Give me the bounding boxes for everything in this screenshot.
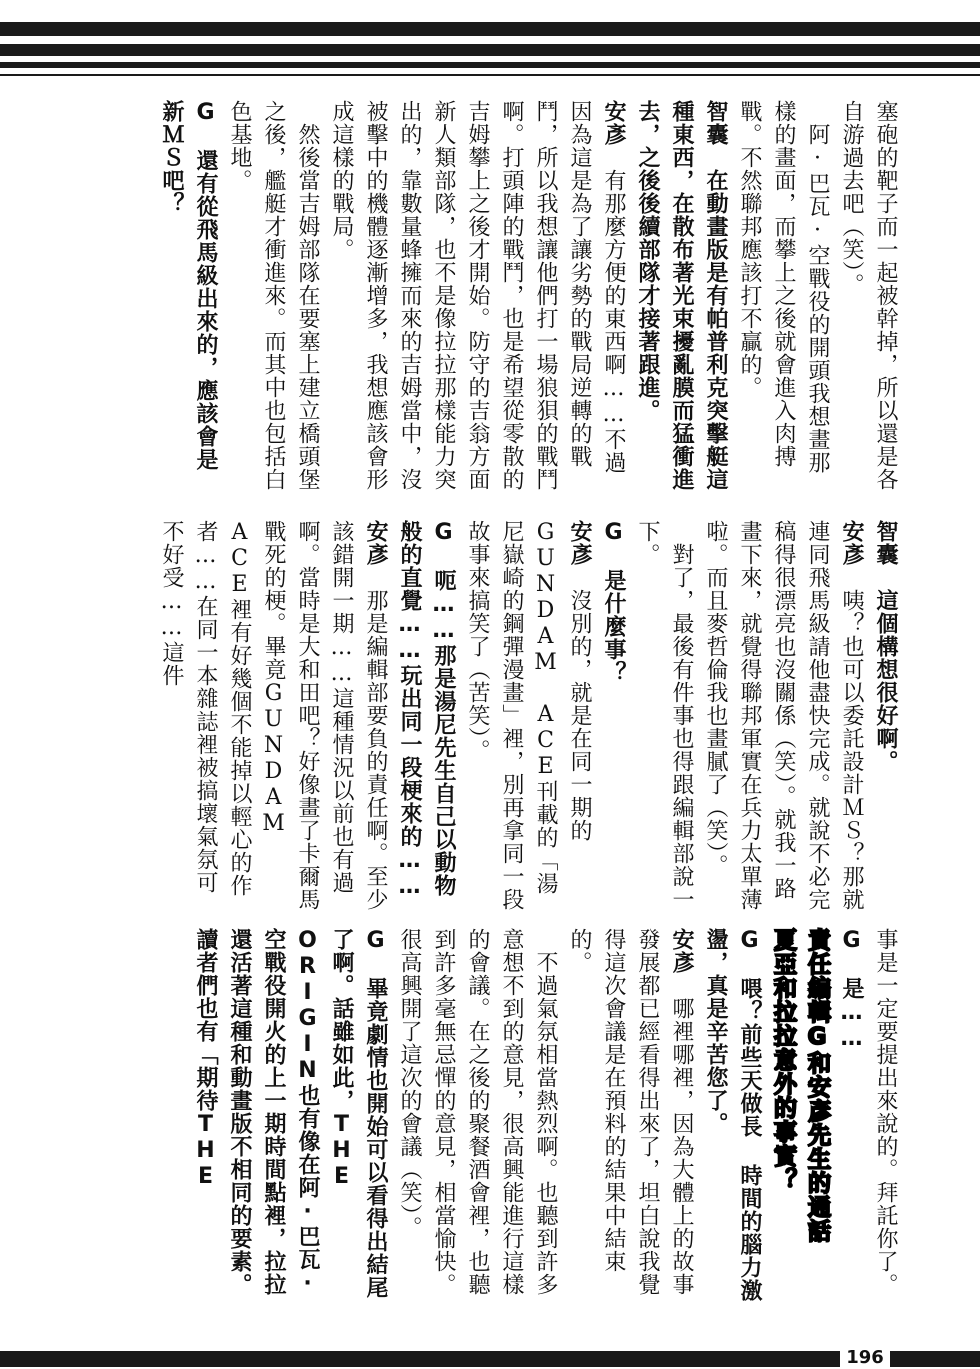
paragraph	[222, 100, 324, 492]
paragraph-text: 塞砲的靶子而一起被幹掉，所以還是各自游過去吧（笑）。	[839, 100, 898, 491]
text-block-middle	[122, 520, 902, 912]
paragraph-text: 事是一定要提出來說的。拜託你了。	[873, 928, 898, 1296]
speaker-label: G	[193, 100, 218, 126]
top-rule-3	[0, 62, 980, 68]
speaker-label: G	[737, 928, 762, 954]
paragraph	[630, 100, 732, 492]
heading-text: 責任編輯G和安彥先生的通話	[804, 928, 830, 1243]
paragraph	[392, 520, 460, 912]
paragraph	[732, 100, 834, 492]
speaker-label: 安彥	[363, 520, 388, 566]
paragraph-text: 呃……那是湯尼先生自己以動物般的直覺……玩出同一段梗來的……	[397, 520, 456, 900]
top-rule-1	[0, 22, 980, 36]
paragraph	[460, 520, 596, 912]
speaker-label: G	[839, 928, 864, 954]
paragraph-text: 不過氣氛相當熱烈啊。也聽到許多意想不到的意見，很高興能進行這樣的會議。在之後的聚餐酒會裡，也聽到許多毫無忌憚的意見，相當愉快。很高興開了這次的會議（笑）。	[397, 928, 558, 1296]
speaker-label: 安彥	[669, 928, 694, 974]
paragraph-text: 咦？也可以委託設計ＭＳ？那就連同飛馬級請他盡快完成。就說不必完稿得很漂亮也沒關係（笑）。就我一路畫下來，就覺得聯邦軍實在兵力太單薄啦。而且麥哲倫我也畫膩了（笑）。	[703, 520, 864, 911]
paragraph	[630, 520, 698, 912]
speaker-label: G	[363, 928, 388, 954]
paragraph-text: 阿·巴瓦·空戰役的開頭我想畫那樣的畫面，而攀上之後就會進入肉搏戰。不然聯邦應該打不贏的。	[737, 100, 830, 474]
paragraph	[392, 928, 562, 1318]
paragraph-text: 哪裡哪裡，因為大體上的故事發展都已經看得出來了，坦白說我覺得這次會議是在預料的結果中結束的。	[567, 928, 694, 1296]
paragraph-text: 在動畫版是有帕普利克突擊艇這種東西，在散布著光束擾亂膜而猛衝進去，之後後續部隊才接著跟進。	[635, 100, 728, 491]
speaker-label: 安彥	[839, 520, 864, 566]
paragraph	[596, 520, 630, 912]
paragraph	[868, 520, 902, 912]
speaker-label: 安彥	[567, 520, 592, 566]
paragraph	[324, 100, 630, 492]
paragraph	[154, 100, 222, 492]
paragraph	[698, 928, 766, 1318]
top-rule-2	[0, 44, 980, 56]
bottom-rule-right	[890, 1351, 980, 1367]
heading-text: 夏亞和拉拉意外的事實？	[770, 928, 796, 1192]
paragraph	[188, 928, 392, 1318]
paragraph-text: 是……	[839, 954, 864, 1052]
speaker-label: 智囊	[703, 100, 728, 146]
paragraph-text: 畢竟劇情也開始可以看得出結尾了啊。話雖如此，THE ORIGIN也有像在阿·巴瓦·空戰役開火的上一期時間點裡，拉拉還活著這種和動畫版不相同的要素。讀者們也有「期待THE	[193, 928, 388, 1299]
paragraph-text: 喂？前些天做長 時間的腦力激盪，真是辛苦您了。	[703, 928, 762, 1302]
paragraph	[868, 928, 902, 1318]
paragraph-text: 然後當吉姆部隊在要塞上建立橋頭堡之後，艦艇才衝進來。而其中也包括白色基地。	[227, 100, 320, 491]
paragraph	[834, 928, 868, 1318]
paragraph-text: 沒別的，就是在同一期的GUNDAM ACE刊載的「湯尼嶽崎的鋼彈漫畫」裡，別再拿同一段故事來搞笑了（苦笑）。	[465, 520, 592, 911]
speaker-label: 安彥	[601, 100, 626, 146]
top-rule-4	[0, 74, 980, 76]
speaker-label: G	[601, 520, 626, 546]
speaker-label: 智囊	[873, 520, 898, 566]
section-heading	[800, 928, 834, 1318]
paragraph	[154, 520, 392, 912]
bottom-rule	[0, 1351, 840, 1367]
paragraph-text: 這個構想很好啊。	[873, 566, 898, 773]
section-heading	[766, 928, 800, 1318]
paragraph-text: 那是編輯部要負的責任啊。至少該錯開一期……這種情況以前也有過啊。當時是大和田吧？好像畫了卡爾馬戰死的梗。畢竟GUNDAM ACE裡有好幾個不能掉以輕心的作者……在同一本雜誌裡被搞壞氣氛可不好受……這件	[159, 520, 388, 911]
paragraph	[698, 520, 868, 912]
speaker-label: G	[431, 520, 456, 546]
paragraph-text: 對了，最後有件事也得跟編輯部說一下。	[635, 520, 694, 911]
paragraph-text: 還有從飛馬級出來的，應該會是新ＭＳ吧？	[159, 100, 218, 471]
paragraph	[834, 100, 902, 492]
page-number: 196	[846, 1347, 884, 1368]
paragraph-text: 是什麼事？	[601, 546, 626, 684]
text-block-bottom	[122, 928, 902, 1318]
text-block-top	[122, 100, 902, 492]
paragraph	[562, 928, 698, 1318]
paragraph-text: 有那麼方便的東西啊……不過因為這是為了讓劣勢的戰局逆轉的戰鬥，所以我想讓他們打一場狼狽的戰鬥啊。打頭陣的戰鬥，也是希望從零散的吉姆攀上之後才開始。防守的吉翁方面新人類部隊，也不是像拉拉那樣能力突出的，靠數量蜂擁而來的吉姆當中，沒被擊中的機體逐漸增多，我想應該會形成這樣的戰局。	[329, 100, 626, 491]
